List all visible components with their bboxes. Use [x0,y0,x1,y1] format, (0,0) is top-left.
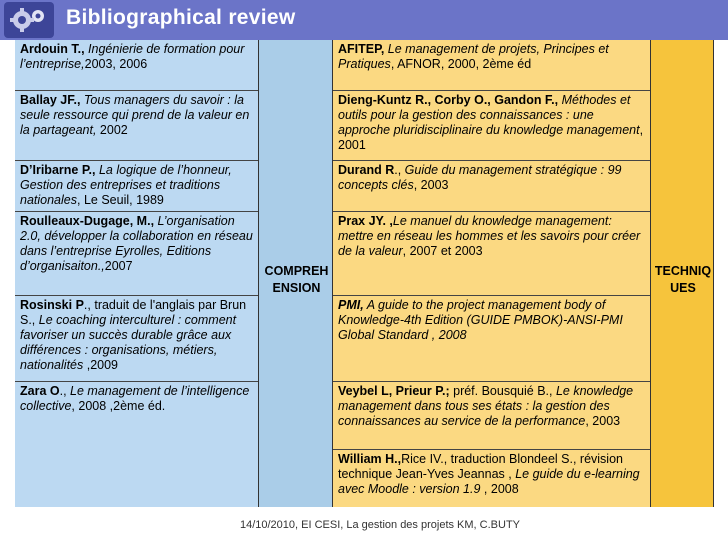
reference-author: Dieng-Kuntz R., Corby O., Gandon F., [338,93,559,107]
reference-author: Rosinski P [20,298,84,312]
reference-entry [333,450,650,507]
reference-title: Le manuel du knowledge management: mettre en réseau les hommes et les savoirs pour créer de la valeur [338,214,641,258]
reference-details: , AFNOR, 2000, 2ème éd [390,57,532,71]
reference-details: , Le Seuil, 1989 [77,193,164,207]
reference-title: Le management de l’intelligence collective [20,384,250,413]
reference-author: AFITEP, [338,42,385,56]
reference-details: , 2008 [480,482,519,496]
reference-author: Ballay JF., [20,93,81,107]
reference-entry [333,40,650,91]
reference-entry [333,296,650,382]
reference-entry [15,91,258,161]
reference-entry [333,212,650,296]
reference-title: Guide du management stratégique : 99 concepts clés [338,163,622,192]
reference-entry [333,91,650,161]
reference-author: Roulleaux-Dugage, M., [20,214,155,228]
reference-entry [15,296,258,382]
reference-author: PMI, [338,298,364,312]
reference-author: Veybel L, Prieur P.; [338,384,450,398]
reference-details: 2002 [96,123,128,137]
reference-details: ., [59,384,71,398]
reference-author: D’Iribarne P., [20,163,96,177]
reference-author: Ardouin T., [20,42,85,56]
slide-footer: 14/10/2010, EI CESI, La gestion des projets KM, C.BUTY [239,519,521,531]
reference-entry [15,382,258,507]
logo-gears-icon [4,2,54,38]
reference-details: , 2003 [585,414,621,428]
reference-author: William H., [338,452,402,466]
reference-title: Le coaching interculturel : comment favoriser un succès durable grâce aux différences : organisations, métiers, nationalités [20,313,237,372]
reference-entry [15,212,258,296]
techniques-label: TECHNIQ UES [654,264,712,295]
reference-title: Ingénierie de formation pour l’entreprise, [20,42,245,71]
reference-details: ., [394,163,405,177]
reference-title: La logique de l’honneur, Gestion des entreprises et traditions nationales [20,163,232,207]
reference-title: A guide to the project management body of Knowledge-4th Edition (GUIDE PMBOK)-ANSI-PMI Global Standard , 2008 [338,298,623,342]
reference-title: Le guide du e-learning avec Moodle : version 1.9 [338,467,640,496]
reference-title: Méthodes et outils pour la gestion des connaissances : une approche pluridisciplinaire du knowledge management [338,93,640,137]
comprehension-column [258,40,333,507]
slide-header [0,0,728,40]
reference-details: 2007 [104,259,133,273]
techniques-references-column [333,40,650,507]
reference-details: , 2008 ,2ème éd. [71,399,166,413]
reference-details: , 2003 [413,178,449,192]
reference-entry [333,382,650,450]
reference-entry [15,161,258,212]
reference-title: Le management de projets, Principes et Pratiques [338,42,609,71]
techniques-column [650,40,714,507]
reference-details: , 2007 et 2003 [402,244,483,258]
reference-details: 2003, 2006 [84,57,148,71]
reference-entry [333,161,650,212]
reference-title: L’organisation 2.0, développer la collaboration en réseau dans l’entreprise Eyrolles, Editions d’organisaiton., [20,214,253,273]
comprehension-label: COMPREH ENSION [264,264,329,295]
reference-details: ,2009 [83,358,119,372]
reference-details: ., traduit de l'anglais par Brun S., [20,298,247,327]
reference-author: Durand R [338,163,395,177]
reference-author: Prax JY. , [338,214,393,228]
reference-details: , 2001 [338,123,644,152]
reference-title: Le knowledge management dans tous ses états : la gestion des connaissances au service de la performance [338,384,634,428]
slide-title: Bibliographical review [66,6,296,29]
reference-title: Tous managers du savoir : la seule ressource qui prend de la valeur en la partageant, [20,93,250,137]
reference-author: Zara O [20,384,60,398]
reference-details: préf. Bousquié B., [449,384,556,398]
reference-entry [15,40,258,91]
reference-details: Rice IV., traduction Blondeel S., révision technique Jean-Yves Jeannas , [338,452,623,481]
comprehension-references-column [15,40,258,507]
